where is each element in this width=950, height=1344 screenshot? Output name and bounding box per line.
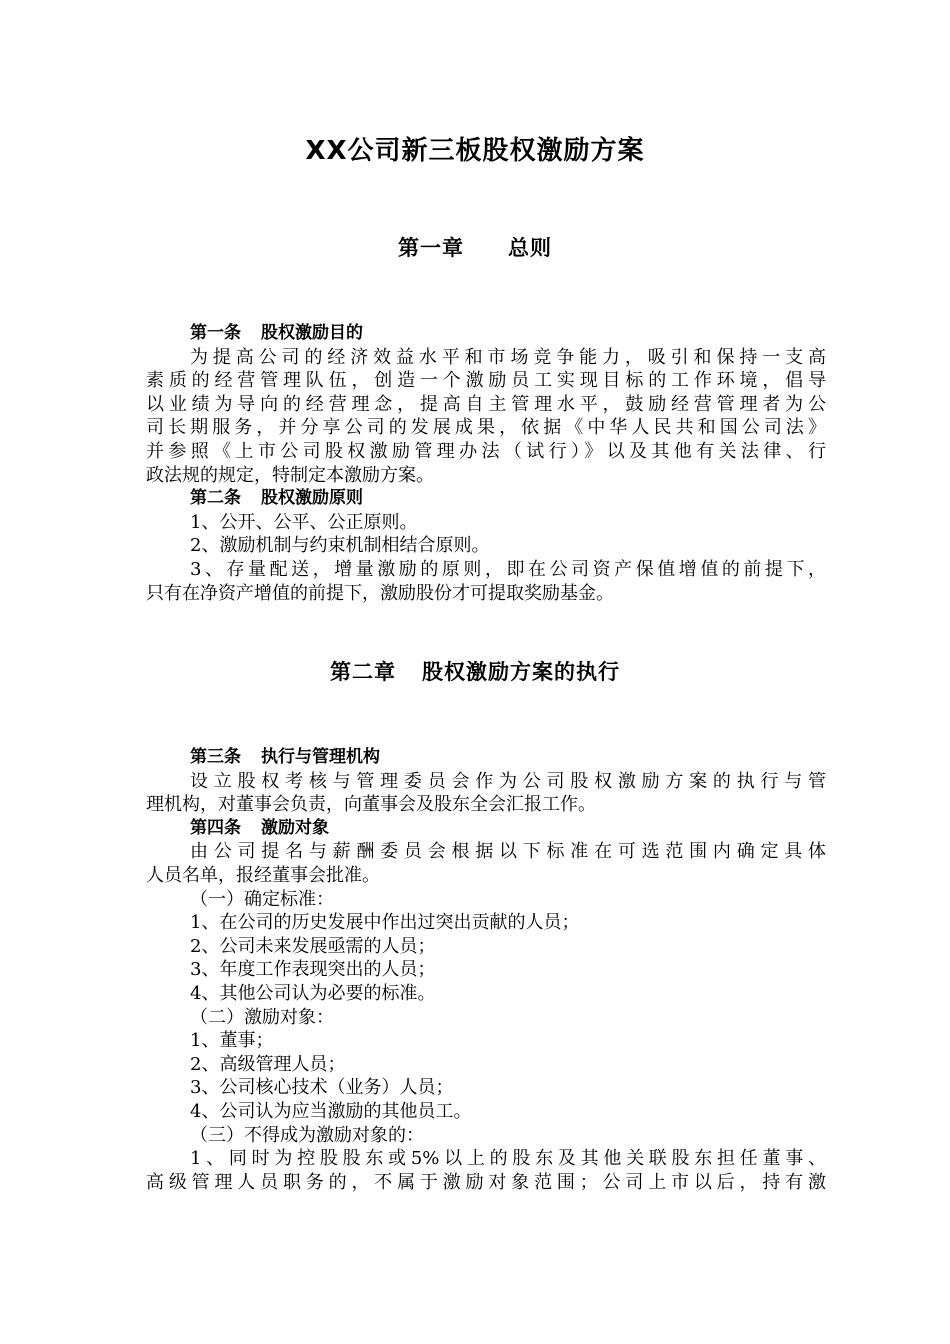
paragraph-line: 司长期服务，并分享公司的发展成果，依据《中华人民共和国公司法》 [146,417,826,439]
list-item: 4、公司认为应当激励的其他员工。 [190,1100,472,1122]
chapter-1-body [146,322,826,605]
article-1-number: 第一条 [190,323,241,343]
article-2-heading [146,487,826,511]
document-title: XX公司新三板股权激励方案 [305,136,645,166]
paragraph-line: 并参照《上市公司股权激励管理办法（试行）》以及其他有关法律、行 [146,440,826,462]
list-item: 2、高级管理人员； [190,1053,346,1075]
list-item: 2、激励机制与约束机制相结合原则。 [190,535,490,557]
list-item: 3、年度工作表现突出的人员； [190,959,436,981]
list-item: 3、存量配送，增量激励的原则，即在公司资产保值增值的前提下， [190,558,826,580]
list-item: 2、公司未来发展亟需的人员； [190,935,436,957]
chapter-1-name: 总则 [508,236,552,260]
paragraph-line: 素质的经营管理队伍，创造一个激励员工实现目标的工作环境，倡导 [146,370,826,392]
paragraph-line: 只有在净资产增值的前提下，激励股份才可提取奖励基金。 [146,582,614,604]
paragraph-line: 高级管理人员职务的，不属于激励对象范围；公司上市以后，持有激 [146,1171,826,1193]
paragraph-line: 以业绩为导向的经营理念，提高自主管理水平，鼓励经营管理者为公 [146,393,826,415]
article-4-number: 第四条 [190,817,241,838]
article-1-heading [146,322,826,346]
article-1-name: 股权激励目的 [261,323,363,343]
paragraph-line: 理机构，对董事会负责，向董事会及股东全会汇报工作。 [146,794,596,816]
paragraph-line: 为提高公司的经济效益水平和市场竞争能力，吸引和保持一支高 [190,346,826,368]
chapter-2-number: 第二章 [330,660,396,684]
article-3-heading [146,746,826,770]
paragraph-line: 人员名单，报经董事会批准。 [146,864,380,886]
paragraph-line: 由公司提名与薪酬委员会根据以下标准在可选范围内确定具体 [190,841,826,863]
article-4-name: 激励对象 [261,817,329,838]
list-heading: （二）激励对象： [190,1006,334,1028]
article-2-name: 股权激励原则 [261,488,363,509]
list-heading: （三）不得成为激励对象的： [190,1124,424,1146]
list-item: 4、其他公司认为必要的标准。 [190,982,436,1004]
list-heading: （一）确定标准： [190,888,334,910]
chapter-1-number: 第一章 [398,236,464,260]
article-2-number: 第二条 [190,488,241,509]
list-item: 1、在公司的历史发展中作出过突出贡献的人员； [190,912,580,934]
paragraph-line: 政法规的规定，特制定本激励方案。 [146,464,434,486]
article-3-number: 第三条 [190,747,241,767]
article-4-heading [146,817,826,841]
chapter-2-body [146,746,826,1194]
chapter-2-heading [0,657,950,687]
chapter-1-heading [0,233,950,263]
article-3-name: 执行与管理机构 [261,747,380,767]
list-item: 3、公司核心技术（业务）人员； [190,1077,454,1099]
paragraph-line: 设立股权考核与管理委员会作为公司股权激励方案的执行与管 [190,770,826,792]
list-item: 1、公开、公平、公正原则。 [190,511,418,533]
list-item: 1、董事； [190,1030,274,1052]
chapter-2-name: 股权激励方案的执行 [422,660,620,684]
list-item: 1、同时为控股股东或5%以上的股东及其他关联股东担任董事、 [190,1148,826,1170]
